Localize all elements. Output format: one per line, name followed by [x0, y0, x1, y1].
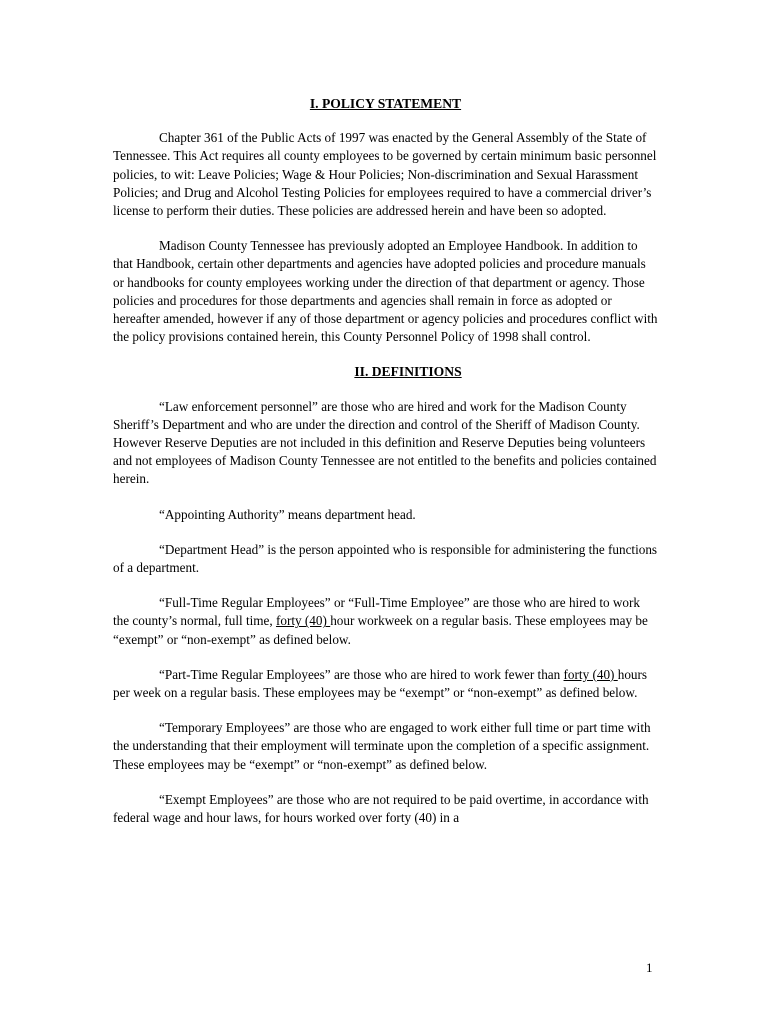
- section-heading-definitions: II. DEFINITIONS: [354, 364, 462, 380]
- part-time-underlined-hours: forty (40): [563, 666, 618, 682]
- definition-part-time: [113, 666, 658, 702]
- full-time-text-before: “Full-Time Regular Employees” or “Full-Time Employee” are those who are hired to work the county’s normal, full time,: [113, 595, 640, 629]
- page-number: 1: [646, 960, 653, 975]
- definition-department-head: “Department Head” is the person appointed who is responsible for administering the functions of a department.: [113, 541, 658, 576]
- part-time-text-after: hours per week on a regular basis. These employees may be “exempt” or “non-exempt” as defined below.: [113, 666, 648, 701]
- policy-paragraph-1: Chapter 361 of the Public Acts of 1997 was enacted by the General Assembly of the State of Tennessee. This Act requires all county employees to be governed by certain minimum basic personnel policies, to wit: Leave Policies; Wage & Hour Policies; Non-discrimination and Sexual Harassment Policies; and Drug and Alcohol Testing Policies for employees required to have a commercial driver’s license to perform their duties. These policies are addressed herein and have been so adopted.: [113, 130, 657, 219]
- full-time-underlined-hours: forty (40): [275, 613, 331, 629]
- definition-temporary: “Temporary Employees” are those who are engaged to work either full time or part time with the understanding that their employment will terminate upon the completion of a specific assignment. These employees may be “exempt” or “non-exempt” as defined below.: [113, 720, 651, 772]
- definition-appointing-authority: “Appointing Authority” means department head.: [159, 506, 416, 522]
- definition-full-time: [113, 594, 658, 649]
- page-content: [113, 95, 658, 827]
- section-heading-policy-statement: I. POLICY STATEMENT: [309, 96, 462, 111]
- definition-exempt: “Exempt Employees” are those who are not required to be paid overtime, in accordance with federal wage and hour laws, for hours worked over forty (40) in a: [113, 791, 649, 826]
- part-time-text-before: “Part-Time Regular Employees” are those who are hired to work fewer than: [159, 666, 564, 682]
- definition-law-enforcement: “Law enforcement personnel” are those who are hired and work for the Madison County Sheriff’s Department and who are under the direction and control of the Sheriff of Madison County. However Reserve Deputies are not included in this definition and Reserve Deputies being volunteers and not employees of Madison County Tennessee are not entitled to the benefits and policies contained herein.: [113, 398, 657, 487]
- policy-paragraph-2: Madison County Tennessee has previously adopted an Employee Handbook. In addition to that Handbook, certain other departments and agencies have adopted policies and procedure manuals or handbooks for county employees working under the direction of that department or agency. Those policies and procedures for those departments and agencies shall remain in force as adopted or hereafter amended, however if any of those department or agency policies and procedures conflict with the policy provisions contained herein, this County Personnel Policy of 1998 shall control.: [113, 238, 658, 345]
- full-time-text-after: hour workweek on a regular basis. These employees may be “exempt” or “non-exempt” as defined below.: [113, 613, 648, 647]
